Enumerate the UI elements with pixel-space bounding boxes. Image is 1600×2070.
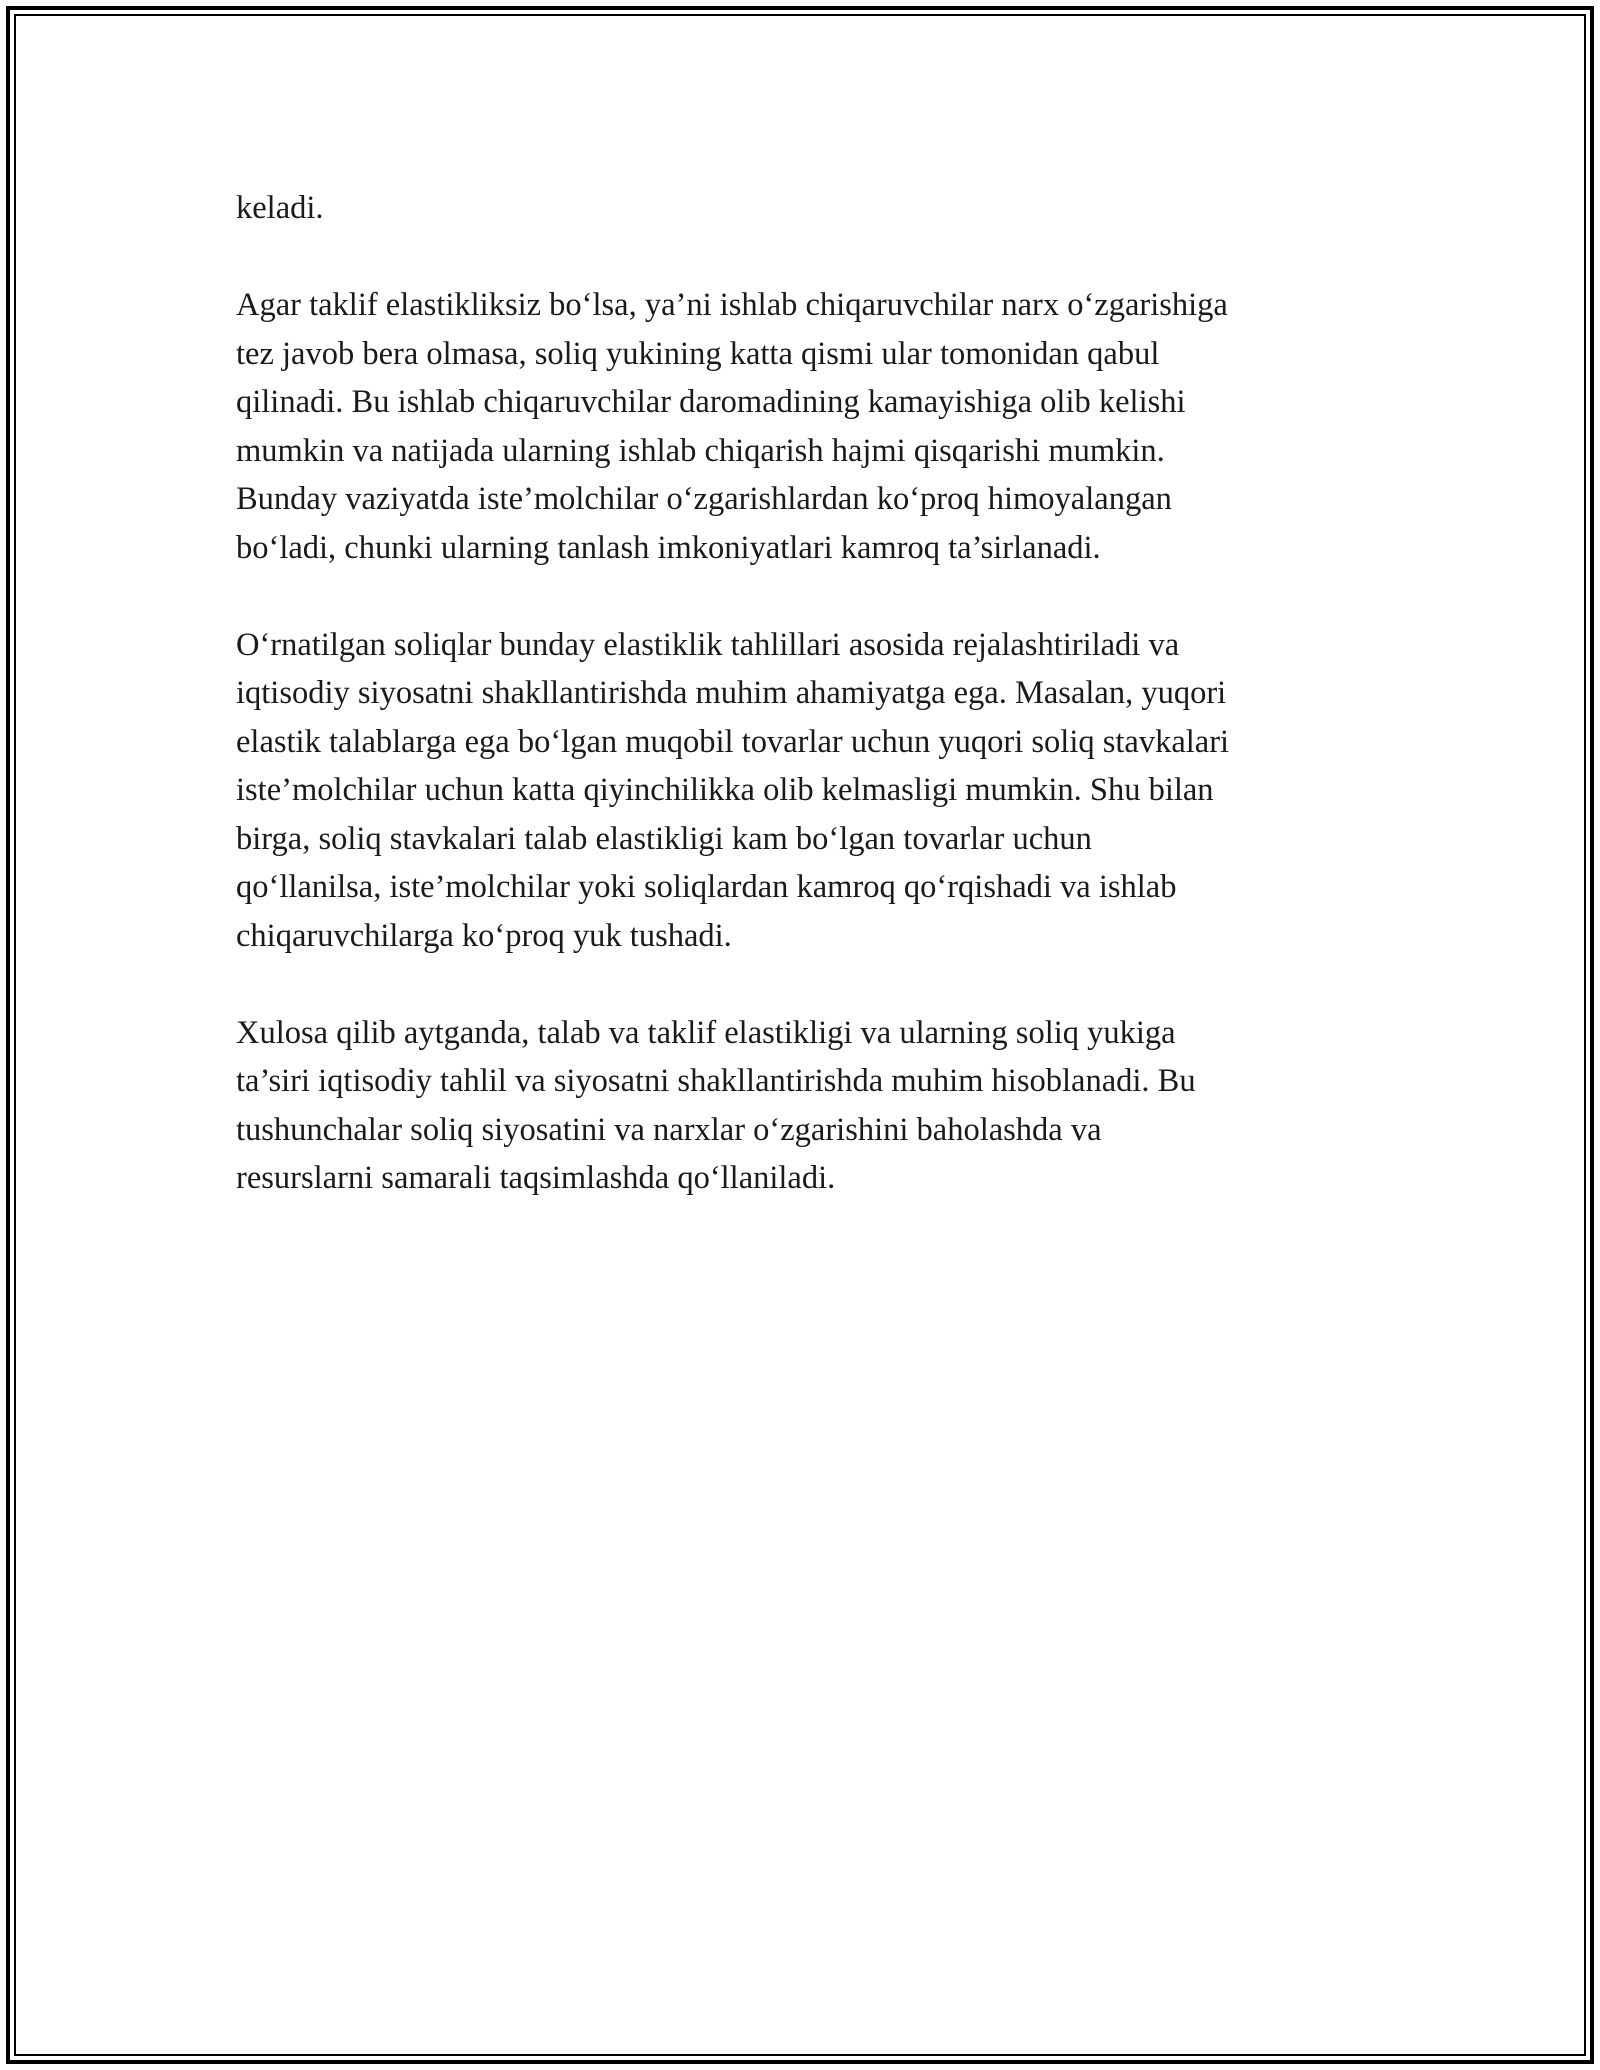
text-line: bo‘ladi, chunki ularning tanlash imkoniyatlari kamroq ta’sirlanadi. [236, 529, 1101, 566]
text-line: tushunchalar soliq siyosatini va narxlar o‘zgarishini baholashda va [236, 1111, 1102, 1148]
text-line: Xulosa qilib aytganda, talab va taklif elastikligi va ularning soliq yukiga [236, 1014, 1176, 1051]
paragraph-1 [236, 184, 1386, 233]
text-line: iqtisodiy siyosatni shakllantirishda muhim ahamiyatga ega. Masalan, yuqori [236, 675, 1227, 711]
text-line: chiqaruvchilarga ko‘proq yuk tushadi. [236, 917, 732, 954]
text-line: keladi. [236, 190, 324, 226]
text-line: ta’siri iqtisodiy tahlil va siyosatni shakllantirishda muhim hisoblanadi. Bu [236, 1063, 1196, 1099]
document-body [236, 184, 1386, 1251]
text-line: Bunday vaziyatda iste’molchilar o‘zgarishlardan ko‘proq himoyalangan [236, 481, 1172, 517]
text-line: tez javob bera olmasa, soliq yukining katta qismi ular tomonidan qabul [236, 335, 1160, 372]
text-line: birga, soliq stavkalari talab elastikligi kam bo‘lgan tovarlar uchun [236, 820, 1092, 857]
text-line: resurslarni samarali taqsimlashda qo‘llaniladi. [236, 1160, 836, 1196]
paragraph-3 [236, 621, 1386, 961]
text-line: qo‘llanilsa, iste’molchilar yoki soliqlardan kamroq qo‘rqishadi va ishlab [236, 869, 1177, 905]
text-line: qilinadi. Bu ishlab chiqaruvchilar daromadining kamayishiga olib kelishi [236, 384, 1186, 420]
text-line: mumkin va natijada ularning ishlab chiqarish hajmi qisqarishi mumkin. [236, 432, 1165, 469]
paragraph-2 [236, 281, 1386, 572]
text-line: iste’molchilar uchun katta qiyinchilikka olib kelmasligi mumkin. Shu bilan [236, 772, 1214, 808]
text-line: O‘rnatilgan soliqlar bunday elastiklik tahlillari asosida rejalashtiriladi va [236, 626, 1180, 663]
text-line: Agar taklif elastikliksiz bo‘lsa, ya’ni ishlab chiqaruvchilar narx o‘zgarishiga [236, 287, 1228, 323]
paragraph-4 [236, 1009, 1386, 1203]
text-line: elastik talablarga ega bo‘lgan muqobil tovarlar uchun yuqori soliq stavkalari [236, 723, 1230, 760]
